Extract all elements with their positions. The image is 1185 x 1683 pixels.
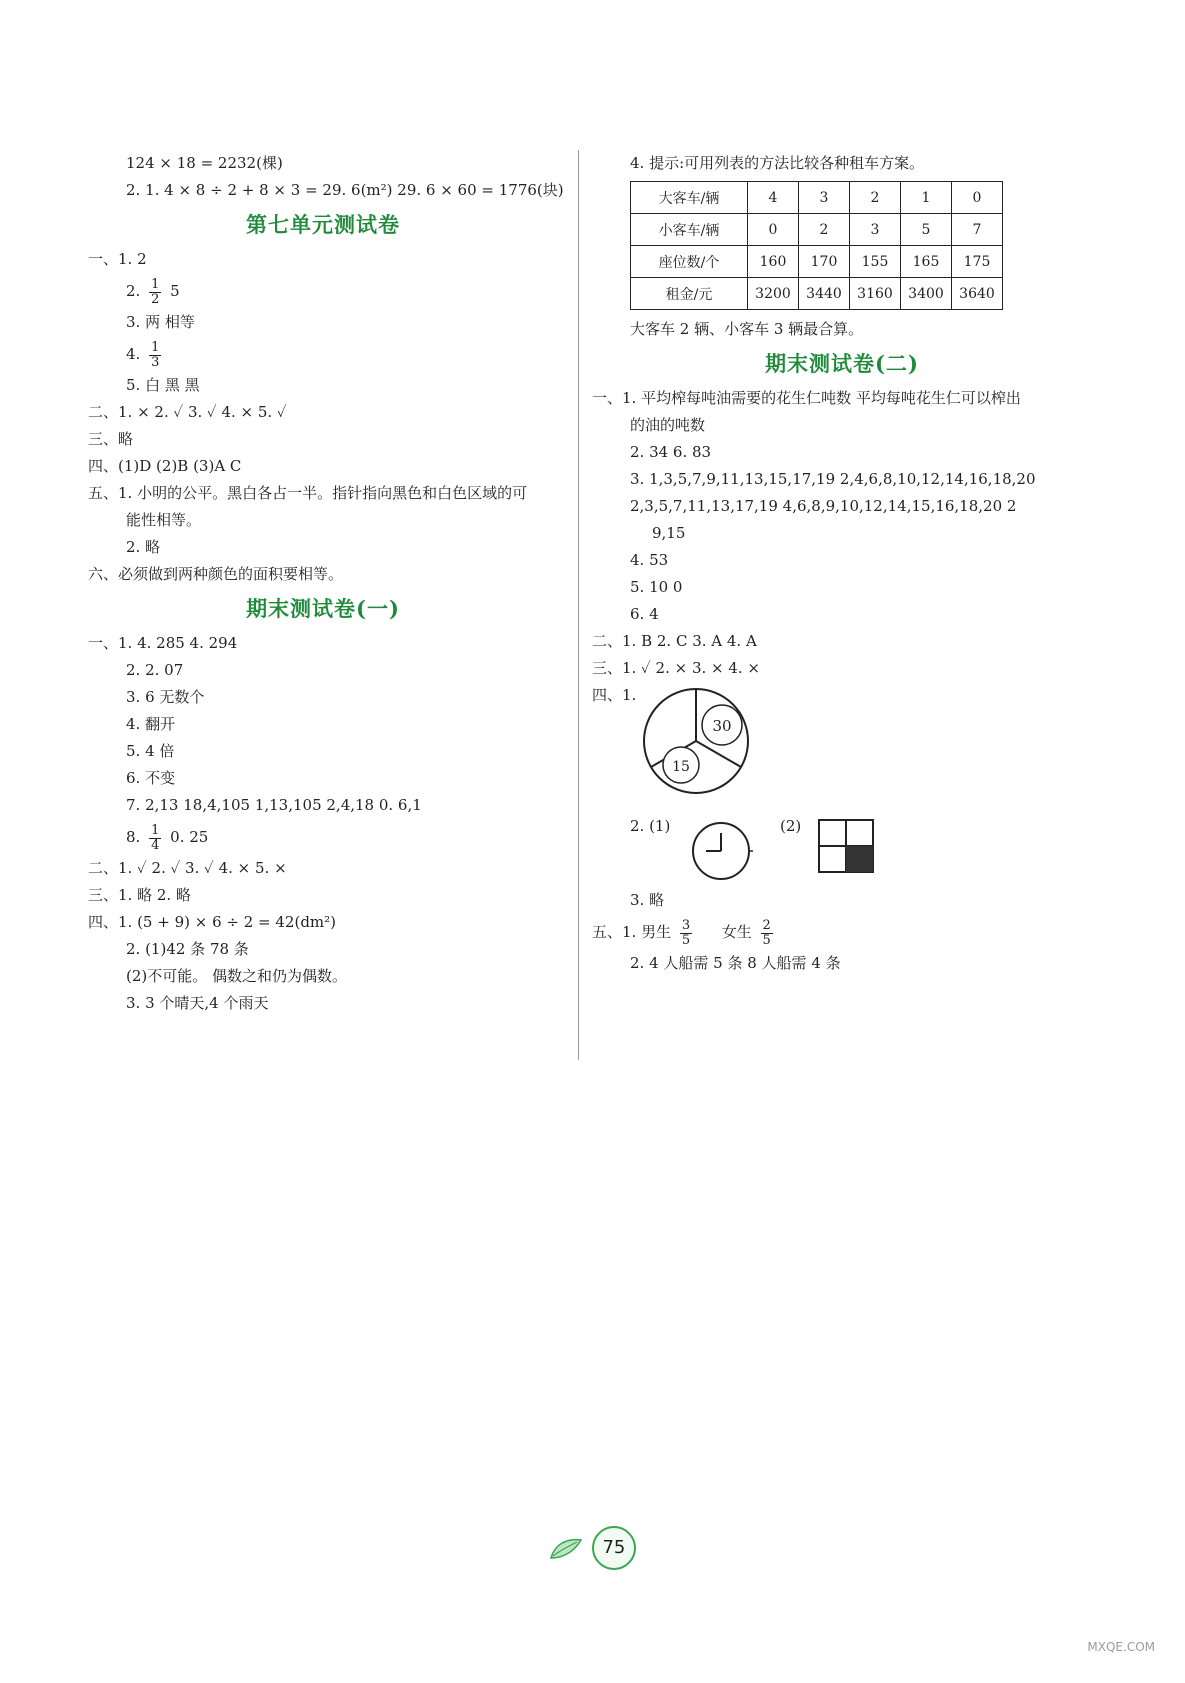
table-row — [631, 246, 1003, 278]
fraction — [680, 919, 692, 948]
fraction — [761, 919, 773, 948]
answer-line: 6. 不变 — [126, 769, 176, 787]
table-cell: 5 — [901, 214, 952, 246]
table-cell: 3640 — [952, 278, 1003, 310]
answer-line: 六、必须做到两种颜色的面积要相等。 — [88, 565, 344, 583]
numerator: 3 — [681, 917, 691, 933]
answer-line: 3. 两 相等 — [126, 313, 195, 331]
fraction — [149, 824, 161, 853]
item-number: (2) — [780, 817, 802, 835]
numerator: 1 — [151, 339, 160, 355]
answer-line: 5. 10 0 — [630, 578, 683, 596]
denominator: 5 — [762, 932, 771, 948]
item-number: 8. — [126, 828, 141, 846]
answer-line: 2. 2. 07 — [126, 661, 184, 679]
denominator: 2 — [151, 291, 160, 307]
item-number: 4. — [126, 345, 141, 363]
page-footer — [0, 1526, 1185, 1570]
table-cell: 租金/元 — [631, 278, 748, 310]
table-cell: 175 — [952, 246, 1003, 278]
answer-line: 2. (1)42 条 78 条 — [126, 940, 249, 958]
answer-line: 4. 翻开 — [126, 715, 176, 733]
answer-text: 五、1. 男生 — [592, 923, 672, 941]
table-cell: 1 — [901, 182, 952, 214]
shaded-square-figure — [818, 819, 876, 875]
answer-line: 二、1. × 2. ✓ 3. ✓ 4. × 5. ✓ — [88, 403, 287, 421]
answer-line: 5. 白 黑 黑 — [126, 376, 200, 394]
table-cell: 2 — [850, 182, 901, 214]
answer-line-fraction — [88, 819, 558, 855]
circle-label-big: 30 — [712, 717, 732, 735]
numerator: 1 — [151, 276, 160, 292]
table-row — [631, 182, 1003, 214]
answer-text: 5 — [170, 282, 180, 300]
table-cell: 165 — [901, 246, 952, 278]
table-cell: 大客车/辆 — [631, 182, 748, 214]
numerator: 1 — [151, 822, 160, 838]
clock-square-row — [592, 817, 1092, 887]
right-column — [592, 150, 1092, 977]
answer-line: 2,3,5,7,11,13,17,19 4,6,8,9,10,12,14,15,16,18,20 2 — [630, 497, 1017, 515]
answer-line: 3. 略 — [630, 891, 665, 909]
answer-line-fraction — [88, 273, 558, 309]
circle-label-small: 15 — [672, 759, 690, 775]
clock-icon — [688, 821, 758, 885]
table-cell: 170 — [799, 246, 850, 278]
section-title-final2: 期末测试卷(二) — [765, 351, 919, 376]
table-cell: 3160 — [850, 278, 901, 310]
answer-line: (2)不可能。 偶数之和仍为偶数。 — [126, 967, 348, 985]
table-cell: 155 — [850, 246, 901, 278]
answer-line: 7. 2,13 18,4,105 1,13,105 2,4,18 0. 6,1 — [126, 796, 422, 814]
table-cell: 3440 — [799, 278, 850, 310]
page-number: 75 — [592, 1526, 636, 1570]
answer-line: 2. 略 — [126, 538, 161, 556]
numerator: 2 — [762, 917, 771, 933]
answer-line: 6. 4 — [630, 605, 659, 623]
answer-line: 二、1. B 2. C 3. A 4. A — [592, 632, 757, 650]
table-cell: 3400 — [901, 278, 952, 310]
answer-line: 4. 提示:可用列表的方法比较各种租车方案。 — [630, 154, 925, 172]
table-row — [631, 214, 1003, 246]
answer-line: 一、1. 2 — [88, 250, 147, 268]
fraction — [149, 278, 161, 307]
answer-line: 2. 34 6. 83 — [630, 443, 712, 461]
answer-line: 的油的吨数 — [630, 416, 706, 434]
table-cell: 小客车/辆 — [631, 214, 748, 246]
answer-line-fraction — [88, 336, 558, 372]
table-cell: 0 — [748, 214, 799, 246]
table-cell: 3 — [799, 182, 850, 214]
table-cell: 4 — [748, 182, 799, 214]
table-cell: 7 — [952, 214, 1003, 246]
answer-line: 3. 3 个晴天,4 个雨天 — [126, 994, 269, 1012]
answer-line: 三、1. ✓ 2. × 3. × 4. × — [592, 659, 761, 677]
answer-text: 女生 — [721, 923, 752, 941]
table-cell: 3 — [850, 214, 901, 246]
answer-text: 0. 25 — [170, 828, 209, 846]
fraction — [149, 341, 161, 370]
answer-line: 一、1. 4. 285 4. 294 — [88, 634, 238, 652]
table-cell: 160 — [748, 246, 799, 278]
answer-line-fraction — [592, 914, 1092, 950]
rental-table — [630, 181, 1003, 310]
answer-line: 5. 4 倍 — [126, 742, 175, 760]
table-row — [631, 278, 1003, 310]
answer-line: 3. 6 无数个 — [126, 688, 205, 706]
watermark-text: MXQE.COM — [1087, 1640, 1155, 1654]
denominator: 4 — [151, 837, 160, 853]
column-divider — [578, 150, 579, 1060]
denominator: 3 — [151, 354, 160, 370]
answer-line: 一、1. 平均榨每吨油需要的花生仁吨数 平均每吨花生仁可以榨出 — [592, 389, 1021, 407]
table-cell: 0 — [952, 182, 1003, 214]
denominator: 5 — [681, 932, 691, 948]
table-cell: 3200 — [748, 278, 799, 310]
answer-line: 3. 1,3,5,7,9,11,13,15,17,19 2,4,6,8,10,12,14,16,18,20 — [630, 470, 1036, 488]
answer-line: 二、1. ✓ 2. ✓ 3. ✓ 4. × 5. × — [88, 859, 287, 877]
answer-line: 2. 4 人船需 5 条 8 人船需 4 条 — [630, 954, 841, 972]
answer-line: 大客车 2 辆、小客车 3 辆最合算。 — [630, 320, 864, 338]
answer-line: 三、略 — [88, 430, 134, 448]
table-cell: 2 — [799, 214, 850, 246]
answer-line: 能性相等。 — [126, 511, 202, 529]
answer-line: 2. 1. 4 × 8 ÷ 2 + 8 × 3 = 29. 6(m²) 29. 6 × 60 = 1776(块) — [126, 181, 564, 199]
answer-line: 五、1. 小明的公平。黑白各占一半。指针指向黑色和白色区域的可 — [88, 484, 528, 502]
answer-line: 三、1. 略 2. 略 — [88, 886, 191, 904]
leaf-icon — [549, 1536, 583, 1562]
table-cell: 座位数/个 — [631, 246, 748, 278]
answer-line: 四、(1)D (2)B (3)A C — [88, 457, 242, 475]
answer-line: 四、1. (5 + 9) × 6 ÷ 2 = 42(dm²) — [88, 913, 337, 931]
section-title-final1: 期末测试卷(一) — [246, 596, 400, 621]
answer-line: 124 × 18 = 2232(棵) — [126, 154, 283, 172]
item-number: 2. — [126, 282, 141, 300]
item-number: 2. (1) — [630, 817, 671, 835]
answer-line: 四、1. — [592, 686, 637, 704]
answer-line: 4. 53 — [630, 551, 669, 569]
spinner-circle-figure — [630, 687, 770, 795]
answer-line: 9,15 — [652, 524, 686, 542]
left-column — [88, 150, 564, 1017]
section-title-unit7: 第七单元测试卷 — [246, 212, 400, 237]
spinner-figure-row — [592, 709, 1092, 817]
